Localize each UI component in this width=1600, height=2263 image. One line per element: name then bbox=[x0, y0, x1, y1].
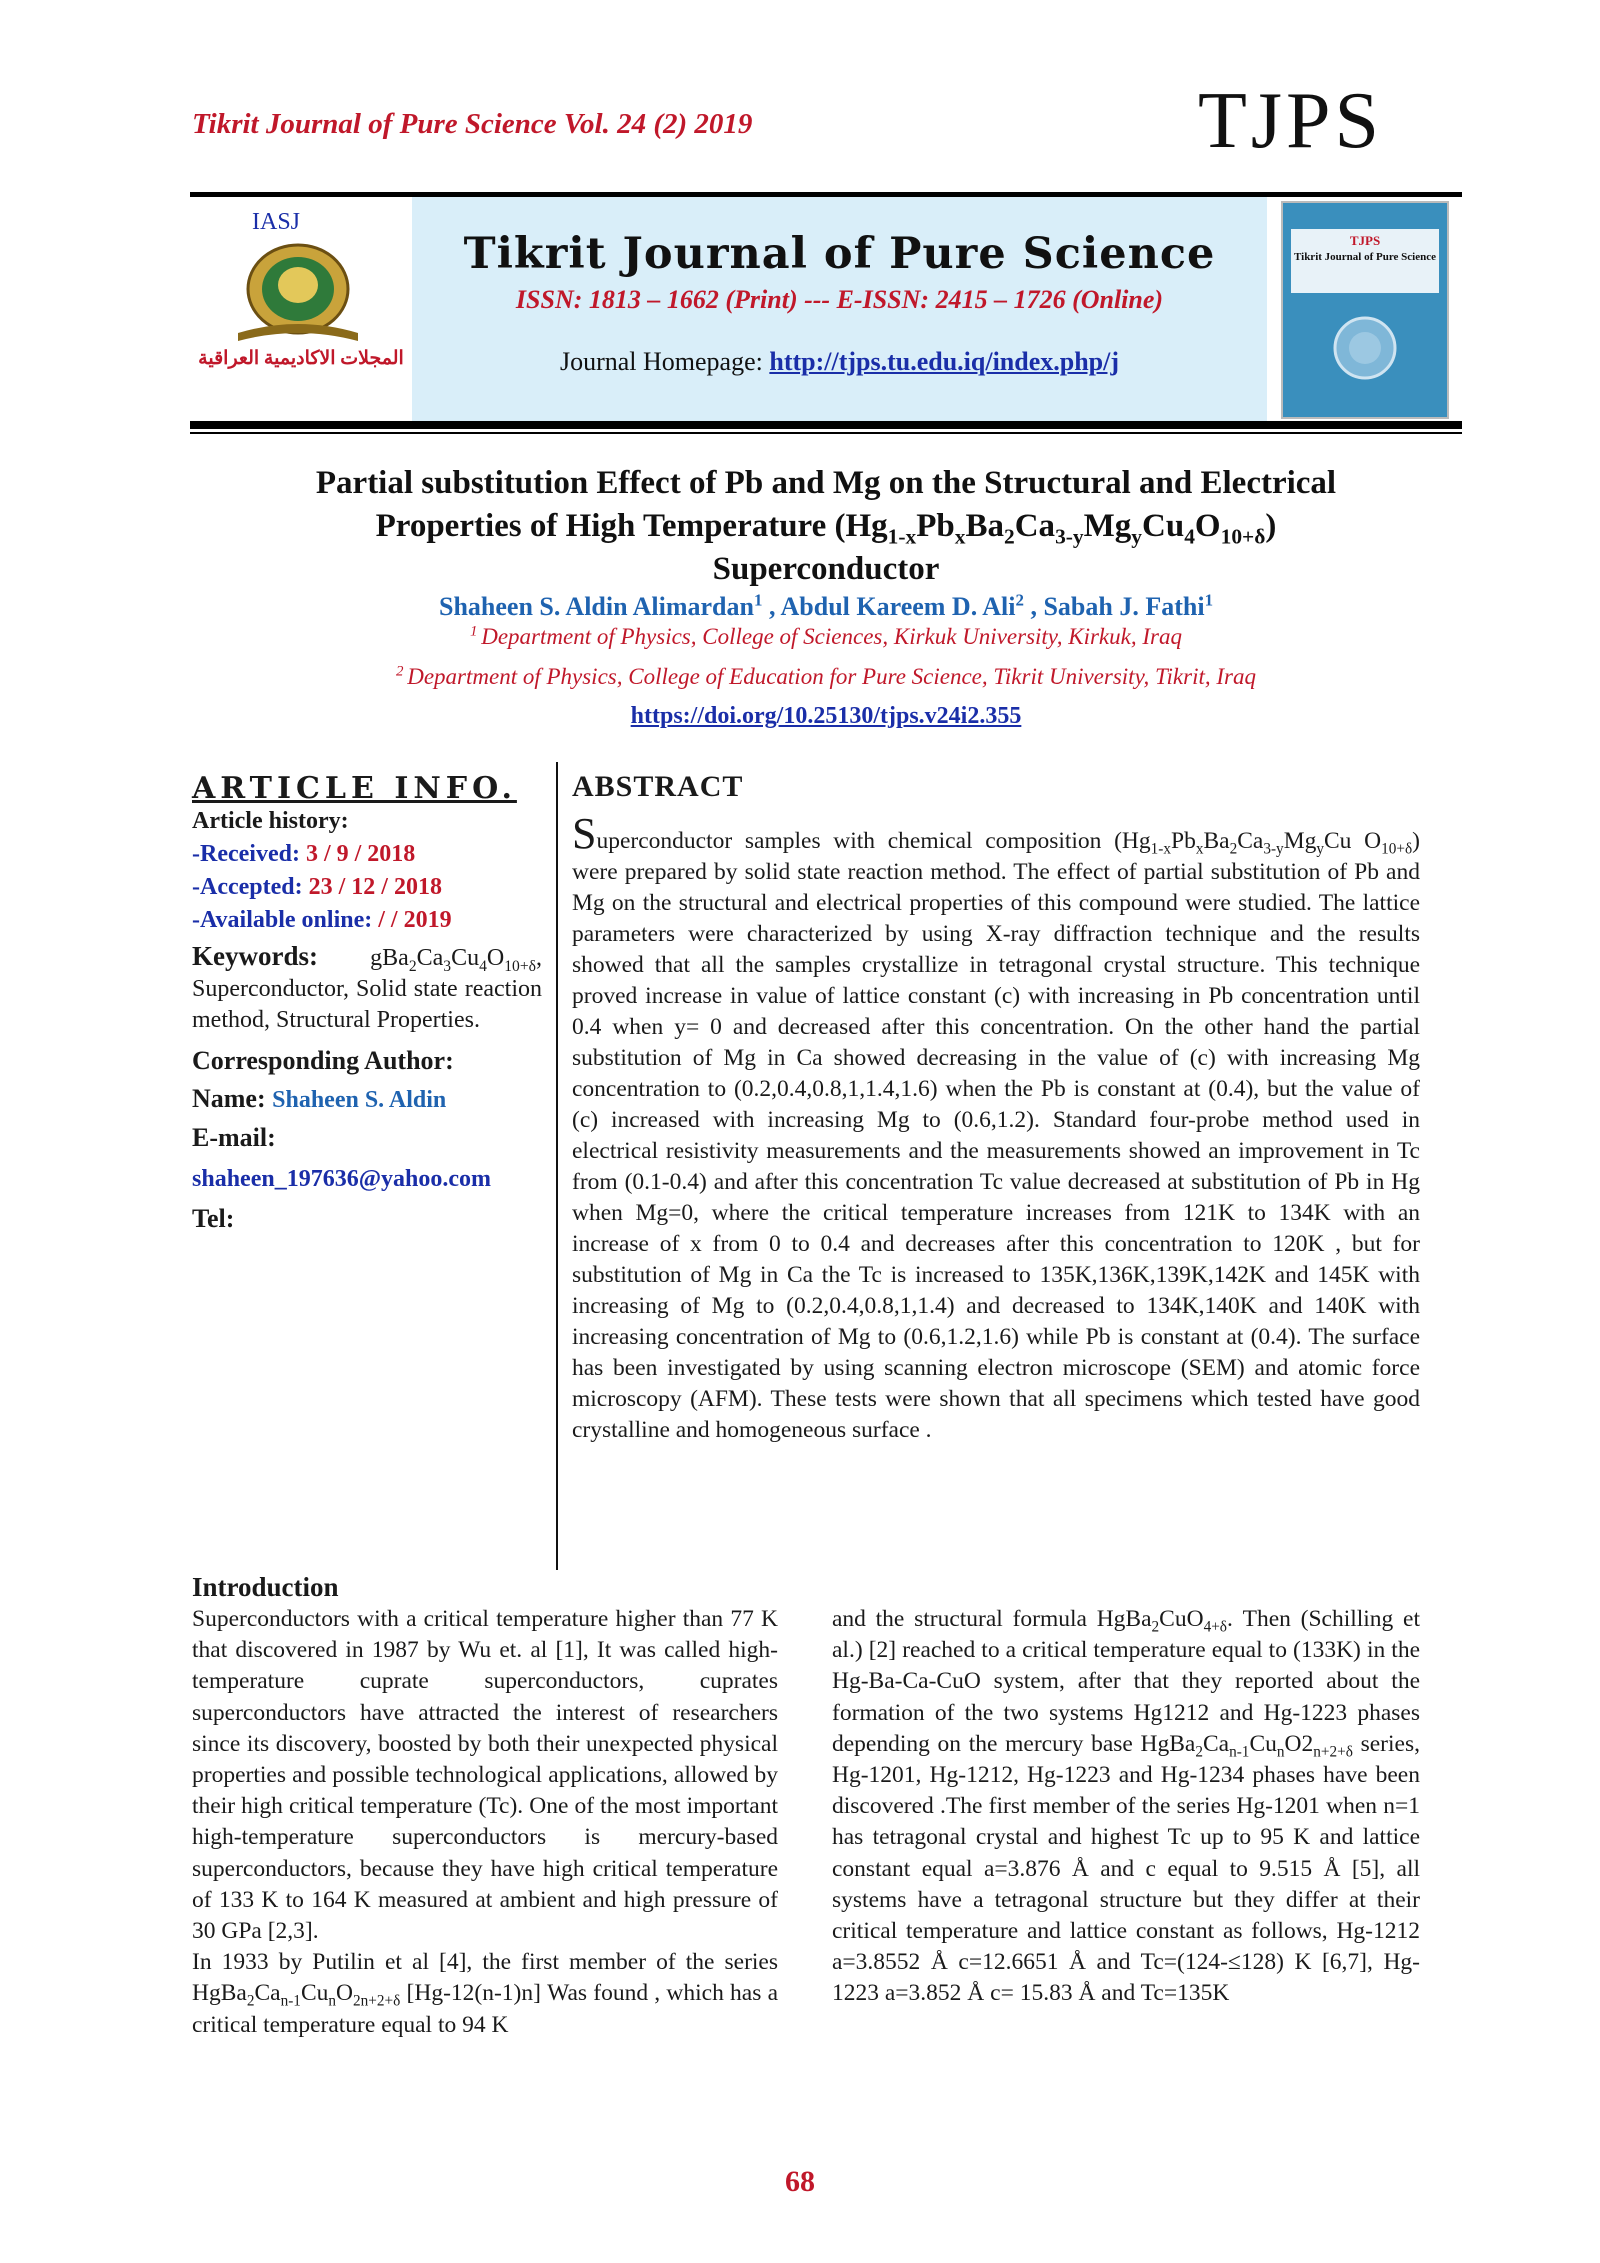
running-head: Tikrit Journal of Pure Science Vol. 24 (2) 2019 bbox=[192, 108, 753, 140]
doi-link[interactable]: https://doi.org/10.25130/tjps.v24i2.355 bbox=[630, 703, 1022, 729]
cover-brand: TJPS bbox=[1349, 233, 1381, 248]
author-1: Shaheen S. Aldin Alimardan bbox=[438, 592, 754, 621]
homepage-label: Journal Homepage: bbox=[559, 347, 770, 376]
abstract-dropcap: S bbox=[572, 809, 597, 858]
journal-brand: TJPS bbox=[1198, 77, 1383, 165]
page-number: 68 bbox=[785, 2165, 815, 2198]
homepage-link[interactable]: http://tjps.tu.edu.iq/index.php/j bbox=[769, 347, 1120, 376]
intro-column-1 bbox=[192, 1604, 778, 2041]
intro-paragraph-2: In 1933 by Putilin et al [4], the first member of the series $HgBa_2Ca_{n-1}Cu_nO_{2n+2+\delta}$ [Hg-12(n-1)n] Was found , which has a critical temperature equal to 94 K bbox=[192, 1949, 778, 2038]
received-line: -Received: 3 / 9 / 2018 bbox=[192, 841, 416, 867]
article-info-heading: ARTICLE INFO. bbox=[192, 771, 517, 806]
affiliation-1: $^1$ Department of Physics, College of Sciences, Kirkuk University, Kirkuk, Iraq bbox=[470, 623, 1182, 649]
introduction-heading: Introduction bbox=[192, 1572, 339, 1602]
cover-title-panel bbox=[1291, 229, 1439, 293]
iasj-label: IASJ bbox=[252, 209, 301, 235]
keywords: Keywords: $gBa_2Ca_3Cu_4O_{10+\delta}$, Superconductor, Solid state reaction method, Structural Properties. bbox=[192, 941, 542, 1033]
corresponding-label: Corresponding Author: bbox=[192, 1046, 454, 1075]
tel-label: Tel: bbox=[192, 1204, 235, 1233]
author-3: Sabah J. Fathi bbox=[1043, 592, 1205, 621]
title-line-3: Superconductor bbox=[712, 551, 940, 587]
author-2: Abdul Kareem D. Ali bbox=[780, 592, 1016, 621]
iasj-emblem-icon bbox=[228, 237, 368, 347]
affiliation-2: $^2$ Department of Physics, College of Education for Pure Science, Tikrit University, Tikrit, Iraq bbox=[396, 663, 1256, 689]
intro-column-2: and the structural formula HgBa$_2$CuO$_{4+\delta}$. Then (Schilling et al.) [2] reached to a critical temperature equal to (133K) in the Hg-Ba-Ca-CuO system, after that they reported about the formation of the two systems Hg1212 and Hg-1223 phases depending on the mercury base $HgBa_2Ca_{n-1}Cu_nO2_{n+2+\delta}$ series, Hg-1201, Hg-1212, Hg-1223 and Hg-1234 phases have been discovered .The first member of the series Hg-1201 when n=1 has tetragonal crystal and highest Tc up to 95 K and lattice constant equal a=3.876 Å and c equal to 9.515 Å [5], all systems have a tetragonal structure but they differ at their critical temperature and lattice constant as follows, Hg-1212 a=3.8552 Å c=12.6651 Å and Tc=(124-≤128) K [6,7], Hg-1223 a=3.852 Å c= 15.83 Å and Tc=135K bbox=[832, 1606, 1420, 2007]
cover-image bbox=[1281, 201, 1449, 419]
email-link[interactable]: shaheen_197636@yahoo.com bbox=[192, 1166, 492, 1192]
intro-paragraph-1: Superconductors with a critical temperature higher than 77 K that discovered in 1987 by Wu et. al [1], It was called high-temperature cuprate superconductors, cuprates superconductors have attracted the interest of researchers since its discovery, boosted by both their unexpected physical properties and possible technological applications, allowed by their high critical temperature (Tc). One of the most important high-temperature superconductors is mercury-based superconductors, because they have high critical temperature of 133 K to 164 K measured at ambient and high pressure of 30 GPa [2,3]. bbox=[192, 1606, 778, 1945]
title-line-1: Partial substitution Effect of Pb and Mg on the Structural and Electrical bbox=[315, 465, 1337, 501]
email-label: E-mail: bbox=[192, 1123, 276, 1152]
iasj-arabic-caption: المجلات الاكاديمية العراقية bbox=[198, 348, 404, 369]
article-title bbox=[190, 462, 1462, 591]
banner-center bbox=[412, 197, 1267, 421]
abstract-heading: ABSTRACT bbox=[572, 770, 744, 803]
journal-cover bbox=[1267, 197, 1462, 421]
author-name-line: Name: Shaheen S. Aldin bbox=[192, 1084, 447, 1113]
article-info bbox=[192, 772, 542, 1237]
iasj-logo bbox=[190, 197, 412, 421]
banner-bottom-thin-rule bbox=[190, 432, 1462, 434]
online-line: -Available online: / / 2019 bbox=[192, 907, 452, 933]
cover-emblem-icon bbox=[1317, 313, 1413, 383]
abstract-text: Superconductor samples with chemical composition ($Hg_{1-x}Pb_xBa_2Ca_{3-y}Mg_yCu$ $O_{10+\delta}$) were prepared by solid state reaction method. The effect of partial substitution of Pb and Mg on the structural and electrical properties of this compound were studied. The lattice parameters were characterized by using X-ray diffraction technique and the results showed that all the samples crystallize in tetragonal crystal structure. This technique proved increase in value of lattice constant (c) with increasing in Pb concentration until 0.4 when y= 0 and decreased after this concentration. On the other hand the partial substitution of Mg in Ca showed decreasing in the value of (c) with increasing Mg concentration to (0.2,0.4,0.8,1,1.4,1.6) when the Pb is constant at (0.4), but the value of (c) increased with increasing Mg to (0.6,1.2). Standard four-probe method used in electrical resistivity measurements and the measurements showed an improvement in Tc from (0.1-0.4) and after this concentration Tc value decreased at substitution of Pb in Hg when Mg=0, where the critical temperature increases from 121K to 134K with an increase of x from 0 to 0.4 and decreases after this concentration to 120K , but for substitution of Mg in Ca the Tc is increased to 135K,136K,139K,142K and 145K with increasing of Mg to (0.2,0.4,0.8,1,1.4) and decreased to 134K,140K and 140K with increasing concentration of Mg to (0.6,1.2,1.6) while Pb is constant at (0.4). The surface has been investigated by using scanning electron microscope (SEM) and atomic force microscopy (AFM). These tests were shown that all specimens which tested have good crystalline and homogeneous surface . bbox=[572, 809, 1420, 1443]
journal-banner bbox=[190, 197, 1462, 421]
journal-name: Tikrit Journal of Pure Science bbox=[463, 229, 1216, 279]
cover-title: Tikrit Journal of Pure Science bbox=[1294, 251, 1436, 263]
title-line-2: Properties of High Temperature $(Hg_{1-x}Pb_xBa_2Ca_{3-y}Mg_yCu_4O_{10+\delta})$ bbox=[375, 508, 1277, 549]
homepage-line bbox=[412, 347, 1267, 377]
authors: Shaheen S. Aldin Alimardan$^1$ , Abdul Kareem D. Ali$^2$ , Sabah J. Fathi$^1$ bbox=[438, 590, 1214, 621]
banner-bottom-rule bbox=[190, 421, 1462, 429]
column-divider bbox=[556, 762, 558, 1570]
issn: ISSN: 1813 – 1662 (Print) --- E-ISSN: 2415 – 1726 (Online) bbox=[515, 285, 1164, 314]
history-label: Article history: bbox=[192, 808, 349, 834]
accepted-line: -Accepted: 23 / 12 / 2018 bbox=[192, 874, 442, 900]
